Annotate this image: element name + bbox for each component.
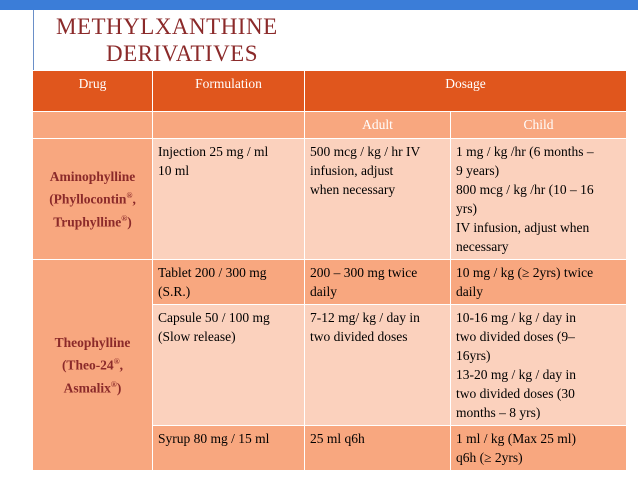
cell-line: (S.R.) (158, 284, 191, 299)
cell-line: two divided doses (30 (456, 386, 575, 401)
cell-line: necessary (456, 239, 509, 254)
cell-line: q6h (≥ 2yrs) (456, 450, 523, 465)
cell-line: Injection 25 mg / ml (158, 144, 269, 159)
adult-dose-cell (305, 426, 451, 471)
table-subheader-row (33, 112, 627, 139)
cell-line: 500 mcg / kg / hr IV (310, 144, 421, 159)
cell-line: 1 mg / kg /hr (6 months – (456, 144, 594, 159)
drug-line: Aminophylline (49, 169, 136, 184)
subheader-empty-formulation (153, 112, 305, 139)
drug-line: Theophylline (54, 335, 131, 350)
cell-line: 7-12 mg/ kg / day in (310, 310, 420, 325)
cell-line: 25 ml q6h (310, 431, 365, 446)
registered-mark: ® (126, 191, 133, 200)
cell-line: Syrup 80 mg / 15 ml (158, 431, 270, 446)
header-dosage: Dosage (305, 71, 627, 112)
top-accent-bar (0, 0, 638, 10)
table-row-theophylline-tablet (33, 260, 627, 305)
drug-line: Asmalix®) (63, 379, 122, 395)
formulation-cell (153, 260, 305, 305)
cell-line: daily (310, 284, 337, 299)
subheader-child: Child (451, 112, 627, 139)
drug-aminophylline (33, 139, 153, 260)
adult-dose-cell (305, 260, 451, 305)
child-dose-cell (451, 139, 627, 260)
table-header-row (33, 71, 627, 112)
registered-mark: ® (113, 357, 120, 366)
cell-line: 10 mg / kg (≥ 2yrs) twice (456, 265, 594, 280)
header-drug: Drug (33, 71, 153, 112)
cell-line: yrs) (456, 201, 477, 216)
drug-line: (Theo-24®, (61, 357, 124, 373)
cell-line: 13-20 mg / kg / day in (456, 367, 576, 382)
cell-line: infusion, adjust (310, 163, 394, 178)
cell-line: months – 8 yrs) (456, 405, 541, 420)
cell-line: Capsule 50 / 100 mg (158, 310, 270, 325)
registered-mark: ® (121, 213, 128, 223)
child-dose-cell (451, 426, 627, 471)
cell-line: 200 – 300 mg twice (310, 265, 418, 280)
table-row-aminophylline (33, 139, 627, 260)
adult-dose-cell (305, 305, 451, 426)
formulation-cell (153, 426, 305, 471)
cell-line: 800 mcg / kg /hr (10 – 16 (456, 182, 594, 197)
cell-line: 10 ml (158, 163, 190, 178)
drug-line: Truphylline®) (53, 213, 132, 229)
title-line-2: DERIVATIVES (106, 41, 259, 66)
cell-line: 9 years) (456, 163, 500, 178)
subheader-adult: Adult (305, 112, 451, 139)
drug-table (32, 70, 627, 471)
formulation-cell (153, 139, 305, 260)
title-line-1: METHYLXANTHINE (56, 14, 278, 39)
adult-dose-cell (305, 139, 451, 260)
child-dose-cell (451, 260, 627, 305)
cell-line: 10-16 mg / kg / day in (456, 310, 576, 325)
cell-line: when necessary (310, 182, 396, 197)
drug-line: (Phyllocontin®, (49, 191, 136, 207)
subheader-empty-drug (33, 112, 153, 139)
slide-title (56, 13, 278, 67)
cell-line: daily (456, 284, 483, 299)
cell-line: two divided doses (9– (456, 329, 575, 344)
cell-line: 1 ml / kg (Max 25 ml) (456, 431, 576, 446)
registered-mark: ® (110, 379, 117, 389)
cell-line: IV infusion, adjust when (456, 220, 590, 235)
left-accent-line (33, 10, 34, 70)
header-formulation: Formulation (153, 71, 305, 112)
drug-theophylline (33, 260, 153, 471)
cell-line: (Slow release) (158, 329, 236, 344)
formulation-cell (153, 305, 305, 426)
child-dose-cell (451, 305, 627, 426)
cell-line: Tablet 200 / 300 mg (158, 265, 267, 280)
cell-line: two divided doses (310, 329, 408, 344)
cell-line: 16yrs) (456, 348, 491, 363)
